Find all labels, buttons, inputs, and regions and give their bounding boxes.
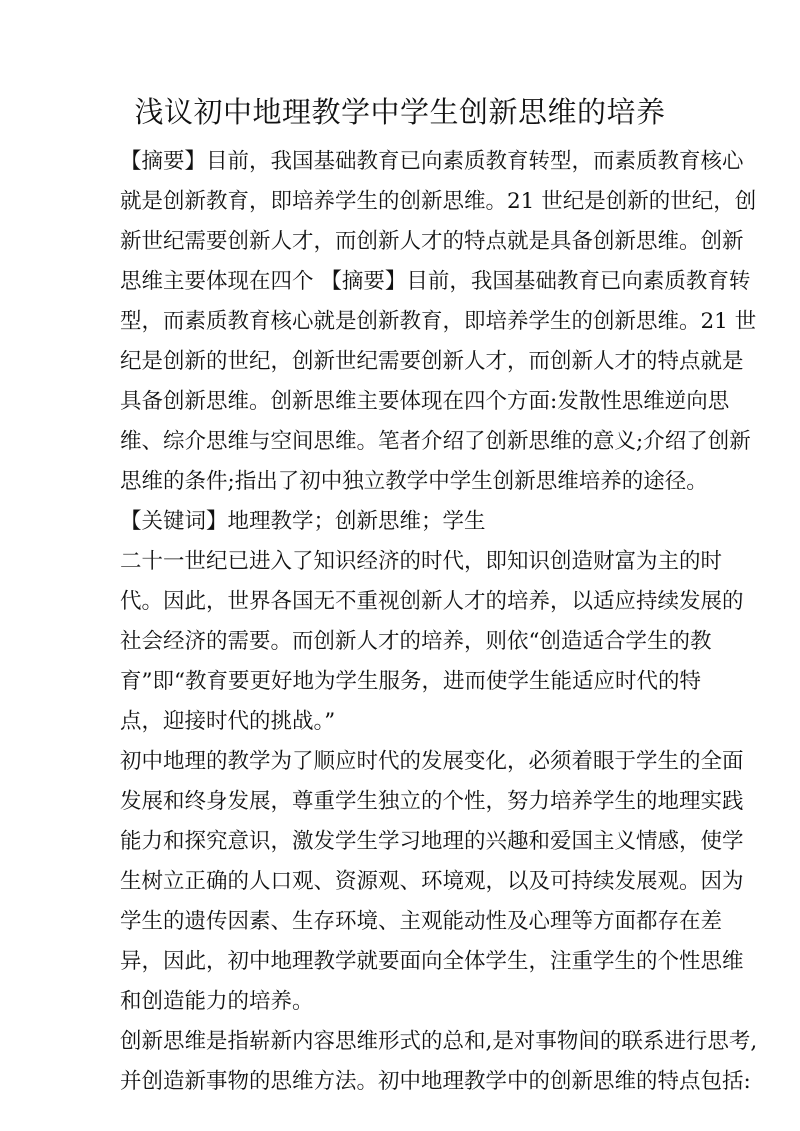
paragraph-1-line-2: 代。因此，世界各国无不重视创新人才的培养，以适应持续发展的 [120,589,744,614]
paragraph-2-line-5: 学生的遗传因素、生存环境、主观能动性及心理等方面都存在差 [120,909,723,934]
paragraph-1-line-1: 二十一世纪已进入了知识经济的时代，即知识创造财富为主的时 [120,549,723,574]
paragraph-1-line-4: 育”即“教育要更好地为学生服务，进而使学生能适应时代的特 [120,669,701,694]
paragraph-2-line-3: 能力和探究意识，激发学生学习地理的兴趣和爱国主义情感，使学 [120,829,744,854]
abstract-line-5: 型，而素质教育核心就是创新教育，即培养学生的创新思维。21 世 [120,309,757,334]
abstract-line-6: 纪是创新的世纪，创新世纪需要创新人才，而创新人才的特点就是 [120,349,744,374]
abstract-line-7: 具备创新思维。创新思维主要体现在四个方面:发散性思维逆向思 [120,389,730,414]
paragraph-2-line-7: 和创造能力的培养。 [120,989,314,1014]
paragraph-2-line-6: 异，因此，初中地理教学就要面向全体学生，注重学生的个性思维 [120,949,744,974]
keywords-line: 【关键词】地理教学；创新思维；学生 [120,509,486,534]
paragraph-3-line-2: 并创造新事物的思维方法。初中地理教学中的创新思维的特点包括: [120,1069,751,1094]
paragraph-2-line-2: 发展和终身发展，尊重学生独立的个性，努力培养学生的地理实践 [120,789,744,814]
paragraph-1-line-5: 点，迎接时代的挑战。” [120,709,336,734]
abstract-line-2: 就是创新教育，即培养学生的创新思维。21 世纪是创新的世纪，创 [120,189,757,214]
document-title: 浅议初中地理教学中学生创新思维的培养 [134,95,666,129]
abstract-line-9: 思维的条件;指出了初中独立教学中学生创新思维培养的途径。 [120,469,708,494]
paragraph-3-line-1: 创新思维是指崭新内容思维形式的总和,是对事物间的联系进行思考, [120,1029,758,1054]
paragraph-2-line-4: 生树立正确的人口观、资源观、环境观，以及可持续发展观。因为 [120,869,744,894]
paragraph-1-line-3: 社会经济的需要。而创新人才的培养，则依“创造适合学生的教 [120,629,712,654]
abstract-line-8: 维、综介思维与空间思维。笔者介绍了创新思维的意义;介绍了创新 [120,429,751,454]
abstract-line-4: 思维主要体现在四个 【摘要】目前，我国基础教育已向素质教育转 [120,269,751,294]
abstract-line-1: 【摘要】目前，我国基础教育已向素质教育转型，而素质教育核心 [120,149,744,174]
paragraph-2-line-1: 初中地理的教学为了顺应时代的发展变化，必须着眼于学生的全面 [120,749,744,774]
abstract-line-3: 新世纪需要创新人才，而创新人才的特点就是具备创新思维。创新 [120,229,744,254]
